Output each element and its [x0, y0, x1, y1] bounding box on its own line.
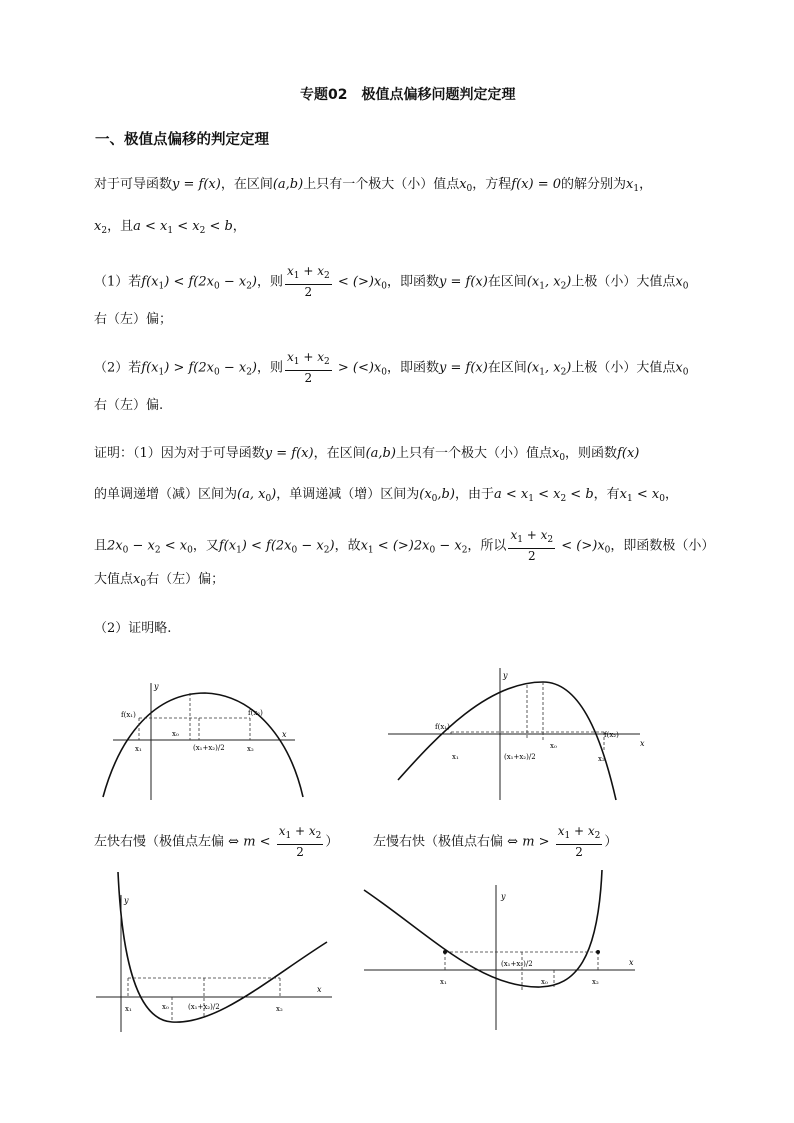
section-heading: 一、极值点偏移的判定定理 — [95, 132, 269, 148]
label-x1: x₁ — [452, 753, 459, 761]
label-mid: (x₁+x₂)/2 — [188, 1003, 220, 1011]
curve — [364, 870, 602, 987]
proof-line-3: 且$2x_0 - x_2 < x_0$，又$f(x_1) < f(2x_0 - x_2)$，故$x_1 < (>)2x_0 - x_2$，所以 $\frac{x_1 + x_2}{2}$ < $(>)x_0$，即函数极（小） — [94, 528, 715, 563]
label-x2: x₂ — [592, 978, 599, 986]
theorem-line-2: $x_2$，且$a < x_1 < x_2 < b$， — [94, 219, 246, 236]
label-y: y — [124, 896, 129, 905]
label-y: y — [503, 671, 508, 680]
label-x: x — [282, 730, 287, 739]
label-x2: x₂ — [247, 745, 254, 753]
graph-min-left — [92, 870, 342, 1040]
case2-line-2: 右（左）偏. — [94, 398, 164, 413]
label-mid: (x₁+x₂)/2 — [504, 753, 536, 761]
fraction: $\frac{x_1 + x_2}{2}$ — [287, 350, 330, 385]
label-x: x — [317, 985, 322, 994]
curve — [118, 872, 327, 1022]
case1-line-2: 右（左）偏； — [94, 312, 173, 327]
graph-right-fast — [378, 660, 648, 805]
label-fx2: f(x₂) — [248, 709, 263, 717]
label-x2: x₂ — [276, 1005, 283, 1013]
label-x0: x₀ — [541, 978, 548, 986]
caption-left: 左快右慢（极值点左偏 ⇔ m < $\frac{x_1 + x_2}{2}$ ） — [94, 824, 339, 859]
label-x0: x₀ — [550, 742, 557, 750]
proof-line-1: 证明：（1）因为对于可导函数y = f(x)，在区间(a,b)上只有一个极大（小）值点$x_0$，则函数f(x) — [94, 446, 640, 463]
label-x1: x₁ — [125, 1005, 132, 1013]
label-mid: (x₁+x₂)/2 — [193, 744, 225, 752]
fraction: $\frac{x_1 + x_2}{2}$ — [510, 528, 554, 563]
fraction: $\frac{x_1 + x_2}{2}$ — [287, 264, 330, 299]
point-x2 — [596, 950, 600, 954]
fraction: $\frac{x_1 + x_2}{2}$ — [557, 824, 601, 859]
label-y: y — [501, 892, 506, 901]
graph-left-fast — [95, 665, 305, 805]
label-mid: (x₁+x₂)/2 — [501, 960, 533, 968]
label-x0: x₀ — [162, 1003, 169, 1011]
label-x2: x₂ — [598, 755, 605, 763]
fraction: $\frac{x_1 + x_2}{2}$ — [278, 824, 322, 859]
label-fx1: f(x₁) — [121, 711, 136, 719]
case1-line-1: （1）若$f(x_1) < f(2x_0 - x_2)$，则 $\frac{x_1 + x_2}{2}$ < $(>)x_0$，即函数y = f(x)在区间($x_1$, $x_2$)上极（小）大值点$x_0$ — [94, 264, 689, 299]
page-title: 专题02 极值点偏移问题判定定理 — [300, 87, 516, 103]
graph-min-right — [360, 870, 645, 1035]
label-x: x — [640, 739, 645, 748]
proof-line-4: 大值点$x_0$右（左）偏； — [94, 572, 225, 589]
proof-line-2: 的单调递增（减）区间为(a, $x_0$)，单调递减（增）区间为$(x_0,b)$，由于$a < x_1 < x_2 < b$，有$x_1 < x_0$， — [94, 487, 678, 504]
label-x0: x₀ — [172, 730, 179, 738]
label-y: y — [154, 682, 159, 691]
caption-right: 左慢右快（极值点右偏 ⇔ m > $\frac{x_1 + x_2}{2}$ ） — [373, 824, 618, 859]
curve — [398, 682, 616, 800]
proof-line-5: （2）证明略. — [94, 621, 172, 636]
label-fx2: f(x₂) — [604, 731, 619, 739]
label-x: x — [629, 958, 634, 967]
label-x1: x₁ — [135, 745, 142, 753]
theorem-line-1: 对于可导函数y = f(x)，在区间(a,b)上只有一个极大（小）值点$x_0$，方程f(x) = 0的解分别为$x_1$， — [94, 177, 653, 194]
case2-line-1: （2）若$f(x_1) > f(2x_0 - x_2)$，则 $\frac{x_1 + x_2}{2}$ > $(<)x_0$，即函数y = f(x)在区间($x_1$, $x_2$)上极（小）大值点$x_0$ — [94, 350, 689, 385]
label-x1: x₁ — [440, 978, 447, 986]
label-fx1: f(x₁) — [435, 723, 450, 731]
point-x1 — [443, 950, 447, 954]
